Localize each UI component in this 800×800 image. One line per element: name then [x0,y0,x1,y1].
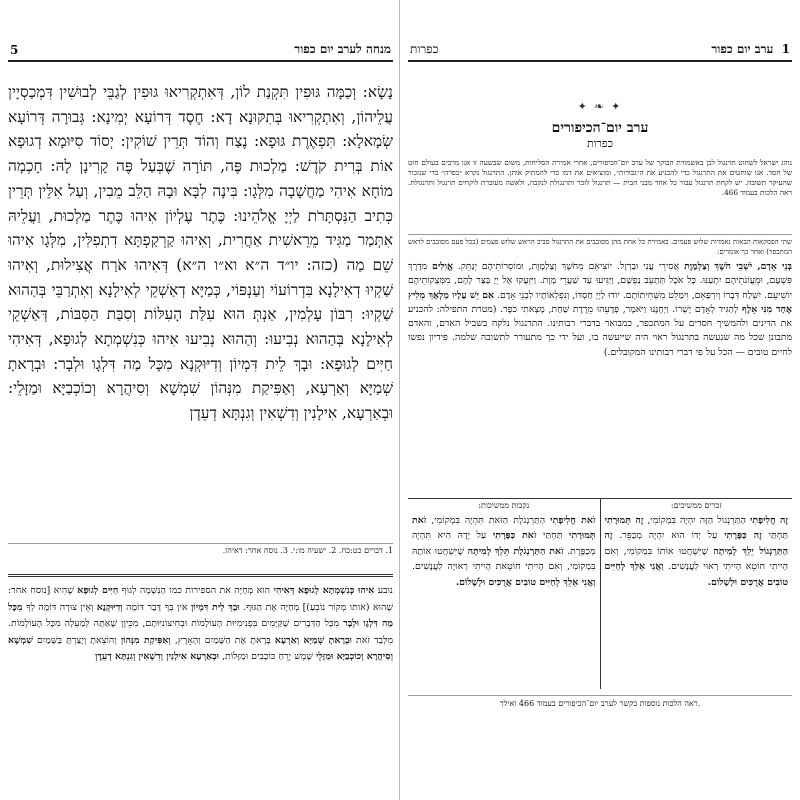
prayer-segment: בְּנֵי אָדָם, [752,261,792,272]
commentary-segment: נובע [374,585,393,596]
footnotes: 1. דברים כט:כח. 2. ישעיה מו:י. 3. נוסח אחר: דאיהו. [8,543,393,558]
section-subtitle: כפרות [586,137,614,150]
commentary-segment: חַיִּים לְגוּפָא [77,585,119,596]
right-page-running-title [711,42,790,57]
prayer-text [408,260,792,492]
column-text-women [412,513,596,590]
commentary-segment: אִיהוּ כְּנִשְׁמְתָא לְגוּפָא דְּאִיהִי [273,585,375,596]
commentary-segment: אין בְּךָ דָּבָר דּוֹמֶה [122,601,191,613]
column-segment: זֹאת כַּפָּרָתִי [492,530,537,542]
commentary-segment: שֶׁהִיא [נוסח אחר: שֶׁהוּא (אותו מְקוֹר נוֹבֵעַ)] מְחַיֶּה אֶת הַגּוּף. [8,585,393,613]
column-segment: תַּחְתַּי [536,530,570,542]
left-page-header [8,32,393,62]
column-segment: זֶה תְּמוּרָתִי [604,515,644,526]
commentary-segment: מִכָּל מַה דִּלְגָו וּלְבָר [8,601,393,630]
column-segment: זֹאת הַתַּרְנְגֹלֶת תֵּלֵךְ לְמִיתָה [467,545,564,557]
prayer-segment: אִם יֵשׁ עָלָיו מַלְאָךְ מֵלִיץ אֶחָד מִנִּי אָלֶף [408,289,792,315]
column-men [601,499,793,689]
left-page-running-title: מנחה לערב יום כפור [294,42,391,56]
right-page [400,0,800,800]
column-segment: זֶה חֲלִיפָתִי [749,515,788,526]
commentary-segment: שִׁמְשָׁא וְסִיהֲרָא וְכוֹכְבַיָּא וּמַזָּלֵי [8,634,393,663]
commentary-segment: וּבְרָאתָ שְׁמַיָּא וְאַרְעָא [274,634,352,646]
commentary-segment: וְאַפִּיקַת מִנְּהוֹן [120,634,171,646]
column-segment: תַּחְתַּי [761,530,788,542]
commentary-segment: וְדִיּוּקְנָא [96,601,123,613]
intro-instructions: נוהג ישראל לשחוט תרנגול לבן באשמורת הבוקר של ערב יום־הכיפורים, אחרי אמירת הסליחות, משום שבשעה זו אנו מרבים בעולם חוט של חסד. אנו שוחטים את התרנגול כדי להכניע את ה״גבורות״, ומוציאים את דמו כדי להמתיק אותן. התרנגול נקרא ״כפרה״ כדי שנזכור שהעיקר תשובה. יש לקחת תרנגול עבור כל אחד מבני הבית — תרנגול לזכר ותרנגולת לנקבה, ולאשה מעוברת לוקחים תרנגול ותרנגולת. ראה הלכות בעמוד 466. [408,158,792,197]
commentary-segment: מִכָּל הַדְּבָרִים שֶׁקַּיָּמִים בִּפְנִימִיּוּת הָעוֹלָמוֹת וּבְחִיצוֹנִיּוּתָם, מִכֵּיוָן שֶׁאַתָּה לְמַעְלָה מִכָּל הָעוֹלָמוֹת. מִלְּבַד זֹאת [8,618,393,646]
column-segment: שֶׁיִּשְׁחֲטוּ אוֹתוֹ בִּמְקוֹמִי, וְאִם הָיִיתִי חוֹטֵא הָיִיתִי רָאוּי לַעֲנָשִׁים. [604,545,788,573]
commentary-segment: בָּרָאתָ אֶת הַשָּׁמַיִם וְהָאָרֶץ, [170,634,275,646]
right-page-title-text: ערב יום כפור [711,42,774,56]
prayer-segment: לְהַגִּיד לְאָדָם יָשְׁרוֹ. וַיְחֻנֶּנּוּ וַיֹּאמֶר, פְּדָעֵהוּ מֵרֶדֶת שַׁחַת, מָצָאתִי כֹפֶר. [496,303,743,315]
prayer-segment: אֲסִירֵי עֳנִי וּבַרְזֶל. יוֹצִיאֵם מֵחֹשֶׁךְ וְצַלְמָוֶת, וּמוֹסְרוֹתֵיהֶם יְנַתֵּק. [452,261,685,272]
commentary-segment: וּבָךְ לֵית דִּמְיוֹן [190,601,240,613]
right-page-section: כפרות [410,42,439,56]
column-segment: שֶׁיִּשְׁחֲטוּ אוֹתָהּ בִּמְקוֹמִי, וְאִם הָיִיתִי חוֹטֵאת הָיִיתִי רְאוּיָה לַעֲנָשִׁים. [412,545,596,573]
column-text-men [605,513,789,590]
column-segment: זֹאת חֲלִיפָתִי [550,515,596,526]
column-women [408,499,601,689]
commentary-segment: וְהוֹצֵאתָ וְיָצַרְתָּ בַּשָּׁמַיִם [32,634,121,646]
right-page-number: 1 [781,42,790,56]
footer-note: ראה הלכות נוספות בקשר לערב יום־הכיפורים בעמוד 466 ואילך. [408,695,792,708]
commentary-segment: וְאֵין צוּרָה דּוֹמָה לְךָ [22,601,97,613]
ornament: ✦ ❧ ✦ [577,100,623,113]
gender-columns [408,498,792,689]
column-heading-men: זכרים ממשיכים: [670,501,722,510]
column-segment: וַאֲנִי אֵלֵךְ לְחַיִּים טוֹבִים אֲרֻכִּים וּלְשָׁלוֹם. [604,561,788,588]
zohar-main-text: נָשָׂא: וְכַמָּה גּוּפִין תִּקְנַת לוֹן, דְּאִתְקְרִיאוּ גּוּפִין לְגַבֵּי לְבוּשִׁין דִּמְכַסְיָין עֲלֵיהוֹן, וְאִתְקְרִיאוּ בְּתִקּוּנָא דָא: חֶסֶד דְּרוֹעָא יְמִינָא: גְּבוּרָה דְּרוֹעָא שְׂמָאלָא: תִּפְאֶרֶת גּוּפָא: נֶצַח וְהוֹד תְּרֵין שׁוֹקִין: יְסוֹד סִיּוּמָא דְגוּפָא אוֹת בְּרִית קֹדֶשׁ: מַלְכוּת פֶּה, תּוֹרָה שֶׁבְּעַל פֶּה קָרִינָן לָהּ: חָכְמָה מוֹחָא אִיהִי מַחֲשָׁבָה מִלְּגָו: בִּינָה לִבָּא וּבָהּ הַלֵּב מֵבִין, וְעַל אִלֵּין תְּרֵין כְּתִיב הַנִּסְתָּרֹת לַיְיָ אֱלֹהֵינוּ: כֶּתֶר עֶלְיוֹן אִיהוּ כֶּתֶר מַלְכוּת, וַעֲלֵיהּ אִתְּמַר מַגִּיד מֵרֵאשִׁית אַחֲרִית, וְאִיהוּ קַרְקַפְתָּא דִתְפִלִּין, מִלְּגָו אִיהוּ שֵׁם מַה (כזה: יו״ד ה״א וא״ו ה״א) דְּאִיהוּ אֹרַח אֲצִילוּת, וְאִיהוּ שַׁקְיוּ דְאִילָנָא בִּדְרוֹעוֹי וְעַנְפּוֹי, כְּמַיָּא דְאַשְׁקֵי לְאִילָנָא וְאִתְרַבֵּי בְּהַהוּא שַׁקְיוּ: רִבּוֹן עָלְמִין, אַנְתְּ הוּא עִלַּת הָעִלּוֹת וְסִבַּת הַסִּבּוֹת, דְּאַשְׁקֵי לְאִילָנָא בְּהַהוּא נְבִיעוּ: וְהַהוּא נְבִיעוּ אִיהוּ כְּנִשְׁמְתָא לְגוּפָא, דְּאִיהִי חַיִּים לְגוּפָא: וּבָךְ לֵית דִּמְיוֹן וְדִיּוּקְנָא מִכָּל מַה דִּלְגָו וּלְבָר: וּבְרָאתָ שְׁמַיָּא וְאַרְעָא, וְאַפִּיקַת מִנְּהוֹן שִׁמְשָׁא וְסִיהֲרָא וְכוֹכְבַיָּא וּמַזָּלֵי: וּבְאַרְעָא, אִילָנִין וְדִשְׁאִין וְגִנְתָּא דְעֵדֶן [8,83,393,423]
commentary-segment: הוא מְחַיֶּה את הספירות כמו הַנְּשָׁמָה לְגוּף [118,585,274,596]
column-segment: הַתַּרְנְגוֹל הַזֶּה יִהְיֶה בִּמְקוֹמִי, [643,515,750,526]
column-segment: זֶה כַּפָּרָתִי [724,530,762,542]
commentary-segment: וּבְאַרְעָא אִילָנִין וְדִשְׁאִין וְגִנְתָּא דְעֵדֶן [95,651,220,663]
column-segment: הַתַּרְנְגֹלֶת הַזֹּאת תִּהְיֶה בִּמְקוֹמִי, [426,515,551,526]
prayer-segment: מִדֶּרֶךְ פִּשְׁעָם, וּמֵעֲוֹנֹתֵיהֶם יִתְעַנּוּ. כָּל אֹכֶל תְּתַעֵב נַפְשָׁם, וַיַּגִּיעוּ עַד שַׁעֲרֵי מָוֶת. וַיִּזְעֲקוּ אֶל יְיָ בַּצַּר לָהֶם, מִמְּצֻקוֹתֵיהֶם יוֹשִׁיעֵם. יִשְׁלַח דְּבָרוֹ וְיִרְפָּאֵם, וִימַלֵּט מִשְּׁחִיתוֹתָם. יוֹדוּ לַיְיָ חַסְדּוֹ, וְנִפְלְאוֹתָיו לִבְנֵי אָדָם. [408,261,792,301]
column-segment: עַל יָדוֹ הוּא יִהְיֶה מְכַפֵּר. [612,530,725,542]
column-segment: זֹאת תְּמוּרָתִי [412,515,596,542]
right-page-header [408,32,792,62]
instruction-note: שתי הפסקאות הבאות נאמרות שלוש פעמים. באמירת כל אחת מהן מסובבים את התרנגול סביב הראש שלוש פעמים (בכל פעם מסובבים לראש המתכפר) ואחר כך אומרים: [408,234,792,256]
prayer-segment: (מטרת התפילה: להכניע את הדינים ולהמשיך חסדים על המתכפר, כמבואר בדברי רבותינו. התרנגול נלקח בשביל האדם, והאדם מתבונן שכל מה שנעשה בתרנגול ראוי היה שייעשה בו, ועל ידי כך מתעורר לתשובה שלמה. פידיון נפשו לחיים טובים — הכל על פי דברי רבותינו המקובלים.) [408,303,792,358]
column-heading-women: נקבות ממשיכות: [478,501,530,510]
column-segment: זֶה הַתַּרְנְגוֹל יֵלֵךְ לְמִיתָה [604,530,788,557]
commentary [8,574,393,786]
section-title: ערב יום־הכיפורים [551,120,649,136]
left-page-number: 5 [10,43,19,57]
prayer-segment: אֱוִלִים [432,261,453,272]
prayer-segment: יֹשְׁבֵי חֹשֶׁךְ וְצַלְמָוֶת [684,261,753,272]
column-segment: וַאֲנִי אֵלֵךְ לְחַיִּים טוֹבִים אֲרֻכִּים וּלְשָׁלוֹם. [455,576,596,588]
column-segment: עַל יָדָהּ הִיא תִּהְיֶה מְכַפֶּרֶת. [412,530,596,557]
commentary-segment: שֶׁמֶשׁ יָרֵחַ כּוֹכָבִים וּמַזָּלוֹת, [219,651,316,663]
